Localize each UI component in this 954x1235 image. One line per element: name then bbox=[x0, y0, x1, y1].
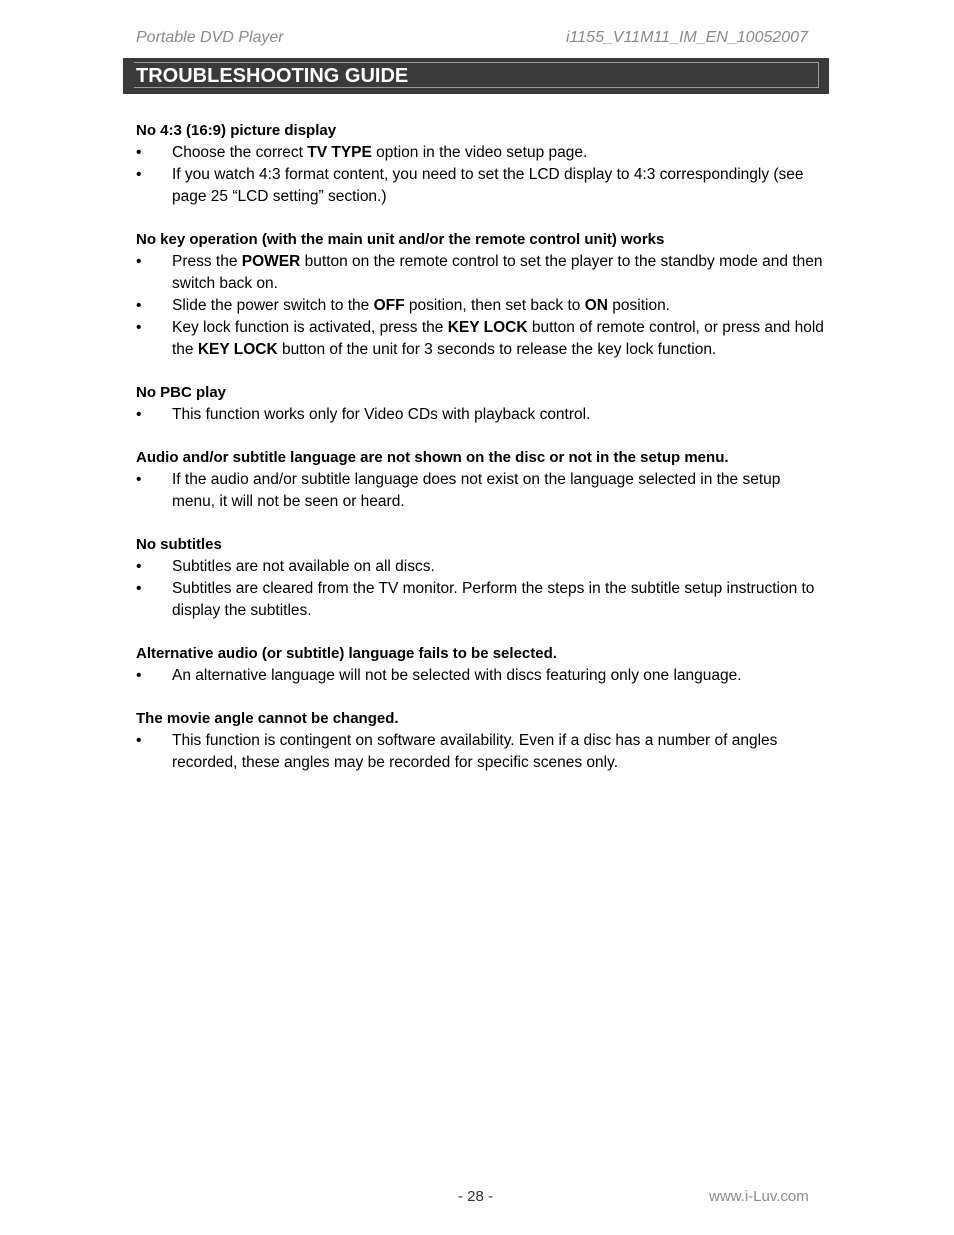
list-item bbox=[136, 164, 826, 208]
footer-url: www.i-Luv.com bbox=[709, 1188, 809, 1205]
bold-text: KEY LOCK bbox=[197, 341, 278, 358]
section-heading: No 4:3 (16:9) picture display bbox=[136, 122, 337, 139]
bullet-list bbox=[136, 665, 826, 687]
item-text: Key lock function is activated, press the bbox=[172, 319, 448, 336]
page-title: TROUBLESHOOTING GUIDE bbox=[136, 65, 409, 87]
item-text: If the audio and/or subtitle language does not exist on the language selected in the setup menu, it will not be seen or heard. bbox=[172, 471, 781, 510]
troubleshooting-section bbox=[136, 708, 826, 774]
list-item bbox=[136, 295, 826, 317]
item-text: If you watch 4:3 format content, you need to set the LCD display to 4:3 correspondingly (see page 25 “LCD setting” section.) bbox=[172, 166, 804, 205]
list-item bbox=[136, 578, 826, 622]
item-text: This function is contingent on software availability. Even if a disc has a number of angles recorded, these angles may be recorded for specific scenes only. bbox=[172, 732, 778, 771]
section-heading: Audio and/or subtitle language are not shown on the disc or not in the setup menu. bbox=[136, 449, 729, 466]
item-text: An alternative language will not be selected with discs featuring only one language. bbox=[172, 667, 742, 684]
section-heading: Alternative audio (or subtitle) language fails to be selected. bbox=[136, 645, 557, 662]
item-text: Press the bbox=[172, 253, 242, 270]
bullet-icon: • bbox=[136, 253, 142, 270]
bullet-icon: • bbox=[136, 667, 142, 684]
item-text: position. bbox=[607, 297, 670, 314]
list-item bbox=[136, 251, 826, 295]
troubleshooting-section bbox=[136, 643, 826, 687]
page-number: - 28 - bbox=[458, 1188, 494, 1205]
bullet-icon: • bbox=[136, 166, 142, 183]
section-heading: No key operation (with the main unit and/or the remote control unit) works bbox=[136, 231, 665, 248]
bullet-list bbox=[136, 469, 826, 513]
item-text: option in the video setup page. bbox=[371, 144, 588, 161]
item-text: button of the unit for 3 seconds to release the key lock function. bbox=[277, 341, 717, 358]
item-text: This function works only for Video CDs with playback control. bbox=[172, 406, 591, 423]
list-item bbox=[136, 317, 826, 361]
list-item bbox=[136, 142, 826, 164]
item-text: Choose the correct bbox=[172, 144, 308, 161]
item-text: Subtitles are not available on all discs. bbox=[172, 558, 435, 575]
bold-text: ON bbox=[584, 297, 608, 314]
header-right: i1155_V11M11_IM_EN_10052007 bbox=[566, 29, 808, 46]
bullet-list bbox=[136, 556, 826, 622]
bullet-icon: • bbox=[136, 144, 142, 161]
list-item bbox=[136, 556, 826, 578]
section-heading: No subtitles bbox=[136, 536, 222, 553]
bullet-list bbox=[136, 404, 826, 426]
section-heading: No PBC play bbox=[136, 384, 227, 401]
list-item bbox=[136, 665, 826, 687]
bold-text: POWER bbox=[241, 253, 301, 270]
bullet-icon: • bbox=[136, 580, 142, 597]
list-item bbox=[136, 730, 826, 774]
header-left: Portable DVD Player bbox=[136, 29, 284, 46]
bold-text: TV TYPE bbox=[307, 144, 372, 161]
bullet-icon: • bbox=[136, 732, 142, 749]
list-item bbox=[136, 469, 826, 513]
bullet-icon: • bbox=[136, 558, 142, 575]
title-bar bbox=[123, 58, 829, 94]
troubleshooting-section bbox=[136, 382, 826, 426]
bullet-list bbox=[136, 142, 826, 208]
bullet-icon: • bbox=[136, 471, 142, 488]
bullet-icon: • bbox=[136, 297, 142, 314]
bullet-icon: • bbox=[136, 319, 142, 336]
content bbox=[136, 120, 826, 795]
item-text: button on the remote control to set the player to the standby mode and then switch back on. bbox=[172, 253, 823, 292]
section-heading: The movie angle cannot be changed. bbox=[136, 710, 399, 727]
bold-text: KEY LOCK bbox=[447, 319, 528, 336]
troubleshooting-section bbox=[136, 229, 826, 361]
item-text: Subtitles are cleared from the TV monitor. Perform the steps in the subtitle setup instruction to display the subtitles. bbox=[172, 580, 815, 619]
bullet-list bbox=[136, 730, 826, 774]
troubleshooting-section bbox=[136, 120, 826, 208]
item-text: button of remote control, or press and hold the bbox=[172, 319, 824, 358]
list-item bbox=[136, 404, 826, 426]
item-text: position, then set back to bbox=[404, 297, 585, 314]
bullet-list bbox=[136, 251, 826, 361]
troubleshooting-section bbox=[136, 447, 826, 513]
troubleshooting-section bbox=[136, 534, 826, 622]
item-text: Slide the power switch to the bbox=[172, 297, 374, 314]
bullet-icon: • bbox=[136, 406, 142, 423]
bold-text: OFF bbox=[373, 297, 405, 314]
